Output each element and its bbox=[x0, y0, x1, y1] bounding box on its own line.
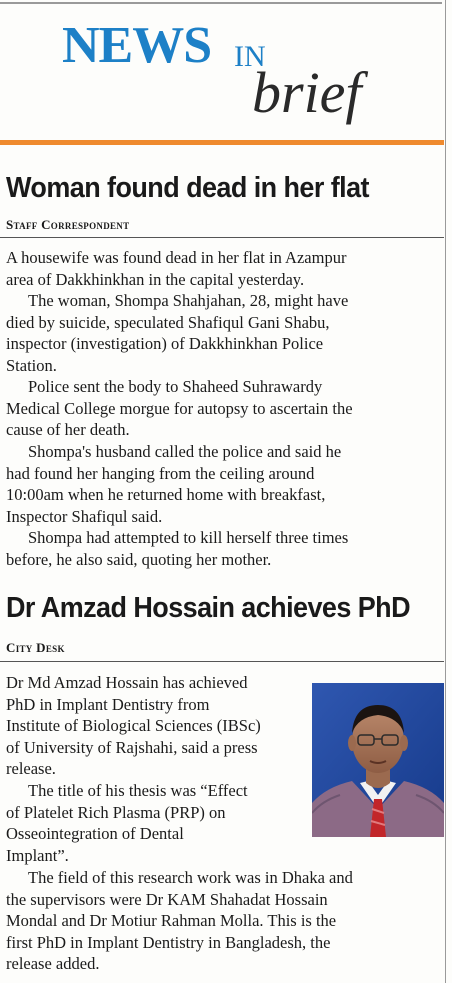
byline-divider bbox=[0, 237, 444, 238]
portrait-photo bbox=[312, 683, 444, 837]
masthead-brief: brief bbox=[252, 60, 362, 125]
article-paragraph: Dr Md Amzad Hossain has achieved PhD in Implant Dentistry from Institute of Biological Sciences (IBSc) of University of Rajshahi, said a press release. bbox=[6, 673, 261, 778]
masthead-divider bbox=[0, 140, 444, 145]
article-paragraph: Shompa had attempted to kill herself three times before, he also said, quoting her mother. bbox=[6, 528, 349, 569]
article-paragraph: The title of his thesis was “Effect of Platelet Rich Plasma (PRP) on Osseointegration of Dental Implant”. bbox=[6, 781, 248, 865]
masthead-news: NEWS bbox=[62, 17, 212, 74]
portrait-image bbox=[312, 683, 444, 837]
article-paragraph: Shompa's husband called the police and said he had found her hanging from the ceiling around 10:00am when he returned home with breakfast, Inspector Shafiqul said. bbox=[6, 442, 342, 526]
masthead-in: IN bbox=[234, 40, 266, 73]
article-byline: City Desk bbox=[6, 640, 65, 655]
article-byline: Staff Correspondent bbox=[6, 217, 130, 232]
byline-divider bbox=[0, 661, 444, 662]
news-in-brief-masthead bbox=[0, 0, 452, 150]
article-headline[interactable]: Woman found dead in her flat bbox=[6, 172, 369, 204]
article-paragraph: The woman, Shompa Shahjahan, 28, might have died by suicide, speculated Shafiqul Gani Shabu, inspector (investigation) of Dakkhinkhan Police Station. bbox=[6, 291, 349, 375]
article-paragraph: A housewife was found dead in her flat in Azampur area of Dakkhinkhan in the capital yesterday. bbox=[6, 248, 347, 289]
article-paragraph: Police sent the body to Shaheed Suhrawardy Medical College morgue for autopsy to ascertain the cause of her death. bbox=[6, 377, 353, 439]
article-headline[interactable]: Dr Amzad Hossain achieves PhD bbox=[6, 592, 411, 624]
article-paragraph: The field of this research work was in Dhaka and the supervisors were Dr KAM Shahadat Hossain Mondal and Dr Motiur Rahman Molla. This is the first PhD in Implant Dentistry in Bangladesh, the release added. bbox=[6, 868, 353, 973]
